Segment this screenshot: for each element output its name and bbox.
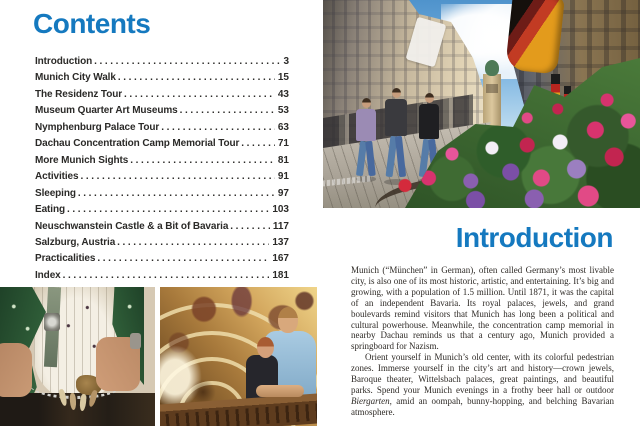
toc-dot-leader <box>97 251 269 267</box>
toc-dot-leader <box>130 153 275 169</box>
toc-entry <box>35 120 289 136</box>
toc-dot-leader <box>161 120 275 136</box>
toc-entry-label: Activities <box>35 171 79 183</box>
toc-dot-leader <box>117 235 269 251</box>
toc-dot-leader <box>241 136 275 152</box>
pedestrian-torso <box>356 109 375 141</box>
toc-dot-leader <box>180 103 275 119</box>
toc-entry-label: More Munich Sights <box>35 154 129 166</box>
intro-paragraph-1: Munich (“München” in German), often called Germany’s most livable city, is also one of its most historic, artistic, and entertaining. It’s big and growing, with a population of 1.5 million. Until 1871, it was the capital of an independent Bavaria. Its royal palaces, jewels, and grand boulevards remind visitors that Munich has long been a political and cultural powerhouse. Meanwhile, the concentration camp memorial in nearby Dachau reminds us that a century ago, Munich provided a springboard for Nazism. <box>351 265 614 352</box>
pedestrian-head <box>392 88 401 98</box>
toc-entry-label: Sleeping <box>35 187 76 199</box>
toc-dot-leader <box>230 219 270 235</box>
introduction-body <box>351 265 614 418</box>
toc-entry-page: 167 <box>272 253 289 265</box>
toc-entry-label: Munich City Walk <box>35 72 116 84</box>
toc-entry <box>35 219 289 235</box>
toc-entry-page: 43 <box>277 88 289 100</box>
toc-entry-page: 91 <box>277 171 289 183</box>
intro-paragraph-2 <box>351 352 614 417</box>
toc-entry-label: Dachau Concentration Camp Memorial Tour <box>35 138 240 150</box>
toc-entry-label: Introduction <box>35 56 93 67</box>
wristwatch <box>130 333 141 349</box>
contents-title: Contents <box>33 8 151 39</box>
toc-entry-page: 63 <box>277 121 289 133</box>
pedestrian-head <box>425 93 434 103</box>
toc-entry <box>35 70 289 86</box>
pedestrian-woman <box>353 98 379 178</box>
toc-dot-leader <box>78 186 275 202</box>
pedestrian-torso <box>385 99 407 136</box>
intro-paragraph-2-pre: Orient yourself in Munich’s old center, with its colorful pedestrian zones. Immerse yourself in the city’s art and history—crown jewels, Baroque theater, Wittelsbach palaces, great paintings, and beautiful parks. Spend your Munich evenings in a frothy beer hall or outdoor <box>351 352 614 395</box>
intro-paragraph-2-post: amid an oompah, bunny-hopping, and belching Bavarian atmosphere. <box>351 395 614 417</box>
toc-entry-page: 103 <box>272 204 289 216</box>
toc-entry-label: Index <box>35 269 61 281</box>
toc-entry-label: Museum Quarter Art Museums <box>35 105 178 117</box>
introduction-title: Introduction <box>455 222 613 253</box>
toc-entry-page: 3 <box>283 56 289 67</box>
introduction-page <box>320 0 640 426</box>
toc-entry <box>35 103 289 119</box>
man-arm-on-rail <box>256 385 304 397</box>
toc-entry <box>35 87 289 103</box>
toc-entry-label: Eating <box>35 204 65 216</box>
pedestrian-torso <box>419 104 440 139</box>
man-head <box>278 307 298 333</box>
toc-entry-page: 71 <box>277 138 289 150</box>
toc-entry <box>35 235 289 251</box>
toc-entry-label: The Residenz Tour <box>35 88 123 100</box>
toc-entry-page: 181 <box>272 269 289 281</box>
bavarian-strap-buckle <box>44 313 60 331</box>
toc-entry-label: Salzburg, Austria <box>35 236 116 248</box>
toc-entry-page: 15 <box>277 72 289 84</box>
toc-dot-leader <box>94 54 280 70</box>
toc-entry <box>35 153 289 169</box>
toc-dot-leader <box>63 268 270 284</box>
table-of-contents <box>35 54 289 284</box>
photo-munich-street <box>323 0 640 208</box>
toc-entry-label: Neuschwanstein Castle & a Bit of Bavaria <box>35 220 229 232</box>
toc-entry <box>35 169 289 185</box>
toc-entry <box>35 186 289 202</box>
toc-dot-leader <box>80 169 274 185</box>
toc-entry-page: 53 <box>277 105 289 117</box>
toc-entry-page: 117 <box>272 220 289 232</box>
toc-dot-leader <box>67 202 269 218</box>
toc-entry-label: Practicalities <box>35 253 96 265</box>
bavarian-left-hand <box>0 343 32 397</box>
toc-entry <box>35 251 289 267</box>
german-flag <box>505 0 565 75</box>
toc-entry-label: Nymphenburg Palace Tour <box>35 121 160 133</box>
photo-antiquarium-hall <box>160 287 317 426</box>
toc-entry-page: 81 <box>277 154 289 166</box>
toc-entry <box>35 136 289 152</box>
biergarten-italic: Biergarten, <box>351 395 392 406</box>
toc-dot-leader <box>118 70 275 86</box>
toc-entry <box>35 54 289 70</box>
photo-bavarian-costume <box>0 287 155 426</box>
woman-head <box>257 337 274 358</box>
toc-entry-page: 97 <box>277 187 289 199</box>
toc-dot-leader <box>124 87 275 103</box>
pedestrian-head <box>362 98 371 108</box>
pedestrian-legs <box>353 141 379 176</box>
toc-entry <box>35 268 289 284</box>
toc-entry <box>35 202 289 218</box>
toc-entry-page: 137 <box>272 236 289 248</box>
